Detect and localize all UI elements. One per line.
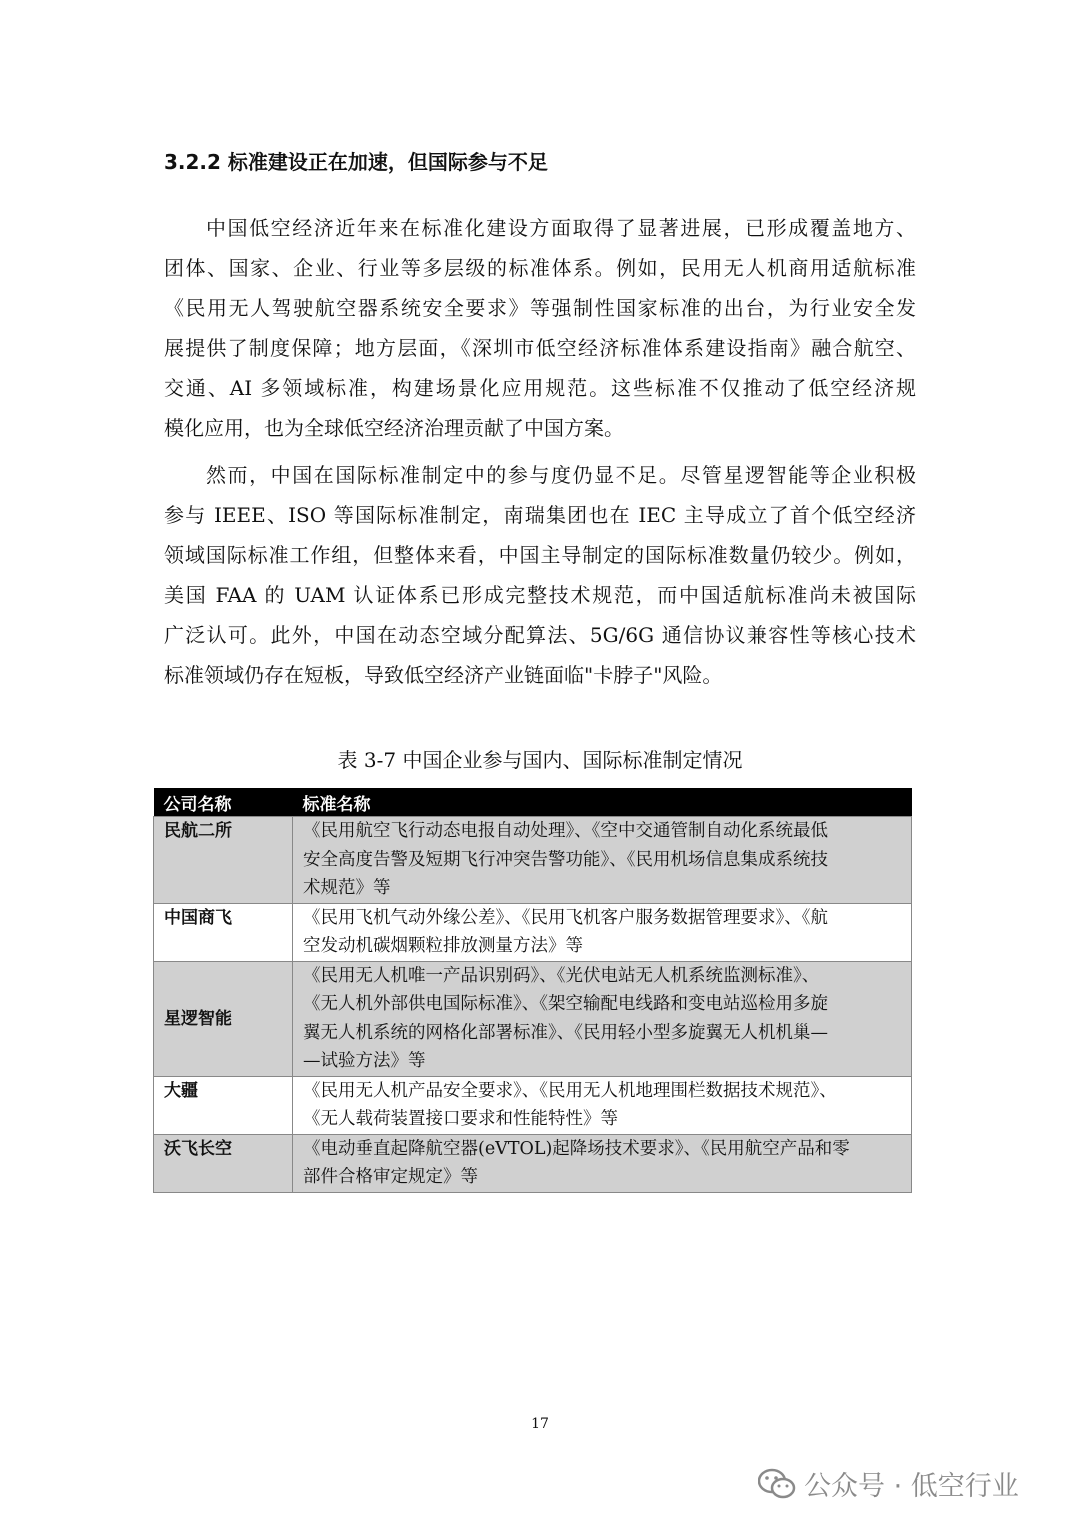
section-heading: 3.2.2 标准建设正在加速，但国际参与不足: [164, 150, 548, 174]
watermark-text: 公众号 · 低空行业: [804, 1471, 1019, 1502]
standards-line: 《民用无人机唯一产品识别码》、《光伏电站无人机系统监测标准》、: [303, 965, 820, 986]
company-name: 民航二所: [154, 817, 293, 904]
text-line: 领域国际标准工作组，但整体来看，中国主导制定的国际标准数量仍较少。例如，: [164, 543, 916, 567]
page-number: 17: [531, 1416, 549, 1432]
standards-line: 《民用无人机产品安全要求》、《民用无人机地理围栏数据技术规范》、: [303, 1080, 837, 1101]
standards-line: 《无人载荷装置接口要求和性能特性》等: [303, 1109, 618, 1129]
standards-cell: [293, 961, 912, 1076]
paragraph-2: [164, 455, 916, 695]
text-line: 参与 IEEE、ISO 等国际标准制定，南瑞集团也在 IEC 主导成立了首个低空经济: [164, 503, 916, 527]
paragraph-1: [164, 208, 916, 448]
text-line: 美国 FAA 的 UAM 认证体系已形成完整技术规范，而中国适航标准尚未被国际: [164, 583, 916, 607]
text-line: 中国低空经济近年来在标准化建设方面取得了显著进展，已形成覆盖地方、: [206, 216, 916, 240]
text-line: 《民用无人驾驶航空器系统安全要求》等强制性国家标准的出台，为行业安全发: [164, 296, 916, 320]
text-line: 交通、AI 多领域标准，构建场景化应用规范。这些标准不仅推动了低空经济规: [164, 376, 916, 400]
table-row: [154, 817, 912, 904]
header-company: 公司名称: [154, 788, 293, 817]
text-line: 标准领域仍存在短板，导致低空经济产业链面临"卡脖子"风险。: [164, 663, 723, 687]
table-row: [154, 903, 912, 961]
table-row: [154, 1134, 912, 1192]
company-name: 大疆: [154, 1076, 293, 1134]
company-name: 星逻智能: [154, 961, 293, 1076]
standards-line: 《无人机外部供电国际标准》、《架空输配电线路和变电站巡检用多旋: [303, 994, 828, 1014]
table-caption: 表 3-7 中国企业参与国内、国际标准制定情况: [337, 748, 743, 772]
standards-cell: [293, 1134, 912, 1192]
standards-line: 《民用飞机气动外缘公差》、《民用飞机客户服务数据管理要求》、《航: [303, 907, 828, 928]
standards-line: 空发动机碳烟颗粒排放测量方法》等: [303, 936, 583, 956]
text-line: 展提供了制度保障；地方层面，《深圳市低空经济标准体系建设指南》融合航空、: [164, 336, 916, 360]
company-name: 沃飞长空: [154, 1134, 293, 1192]
standards-cell: [293, 1076, 912, 1134]
header-standards: 标准名称: [293, 788, 912, 817]
standards-line: 《电动垂直起降航空器(eVTOL)起降场技术要求》、《民用航空产品和零: [303, 1138, 850, 1159]
standards-line: 安全高度告警及短期飞行冲突告警功能》、《民用机场信息集成系统技: [303, 849, 828, 870]
table-header-row: [154, 788, 912, 817]
company-name: 中国商飞: [154, 903, 293, 961]
standards-line: 翼无人机系统的网格化部署标准》、《民用轻小型多旋翼无人机机巢—: [303, 1022, 828, 1043]
text-line: 广泛认可。此外，中国在动态空域分配算法、5G/6G 通信协议兼容性等核心技术: [164, 623, 916, 647]
text-line: 模化应用，也为全球低空经济治理贡献了中国方案。: [164, 416, 624, 440]
text-line: 然而，中国在国际标准制定中的参与度仍显不足。尽管星逻智能等企业积极: [206, 463, 916, 487]
wechat-icon: [758, 1468, 796, 1500]
standards-line: 部件合格审定规定》等: [303, 1167, 478, 1187]
standards-line: —试验方法》等: [303, 1051, 426, 1071]
standards-cell: [293, 903, 912, 961]
watermark: [758, 1464, 1019, 1503]
table-row: [154, 1076, 912, 1134]
standards-cell: [293, 817, 912, 904]
table-row: [154, 961, 912, 1076]
standards-line: 《民用航空飞行动态电报自动处理》、《空中交通管制自动化系统最低: [303, 821, 828, 841]
standards-table: [153, 788, 912, 1193]
standards-line: 术规范》等: [303, 878, 391, 898]
text-line: 团体、国家、企业、行业等多层级的标准体系。例如，民用无人机商用适航标准: [164, 256, 916, 280]
